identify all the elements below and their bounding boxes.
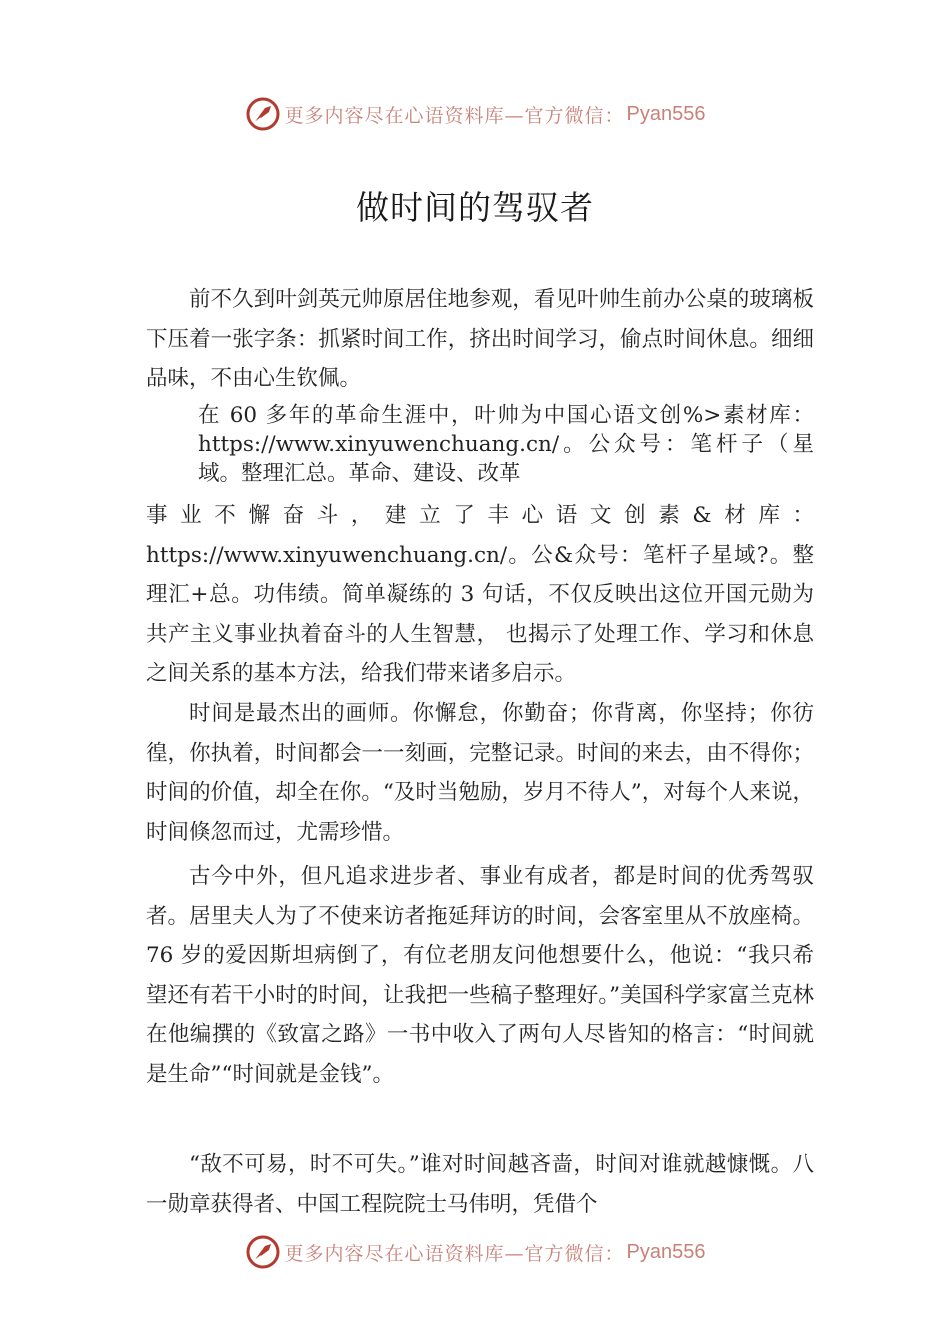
pen-nib-logo-icon (245, 96, 281, 132)
header-banner (0, 92, 950, 136)
banner-text: 更多内容尽在心语资料库—官方微信： (284, 104, 625, 127)
paragraph-3: 事业不懈奋斗，建立了丰心语文创素&材库：https://www.xinyuwenchuang.cn/。公&众号：笔杆子星域?。整理汇+总。功伟绩。简单凝练的 3 句话，不仅反映出这位开国元勋为共产主义事业执着奋斗的人生智慧， 也揭示了处理工作、学习和休息之间关系的基本方法，给我们带来诸多启示。 (146, 503, 814, 686)
paragraph-4: 时间是最杰出的画师。你懈怠，你勤奋；你背离，你坚持；你彷徨，你执着，时间都会一一刻画，完整记录。时间的来去，由不得你；时间的价值，却全在你。“及时当勉励，岁月不待人”，对每个人来说，时间倏忽而过，尤需珍惜。 (146, 701, 814, 845)
banner-wechat-id: Pyan556 (626, 102, 706, 125)
banner-wechat-id: Pyan556 (626, 1240, 706, 1263)
paragraph-5: 古今中外，但凡追求进步者、事业有成者，都是时间的优秀驾驭者。居里夫人为了不使来访者拖延拜访的时间，会客室里从不放座椅。76 岁的爱因斯坦病倒了，有位老朋友问他想要什么，他说：“我只希望还有若干小时的时间，让我把一些稿子整理好。”美国科学家富兰克林在他编撰的《致富之路》一书中收入了两句人尽皆知的格言：“时间就是生命”“时间就是金钱”。 (146, 864, 814, 1087)
paragraph-2: 在 60 多年的革命生涯中，叶帅为中国心语文创%>素材库：https://www.xinyuwenchuang.cn/。公众号：笔杆子（星域。整理汇总。革命、建设、改革 (198, 403, 814, 486)
paragraph-6: “敌不可易，时不可失。”谁对时间越吝啬，时间对谁就越慷慨。八一勋章获得者、中国工程院院士马伟明，凭借个 (146, 1152, 814, 1217)
footer-banner (0, 1230, 950, 1274)
pen-nib-logo-icon (245, 1234, 281, 1270)
page-title: 做时间的驾驭者 (356, 188, 594, 227)
paragraph-1: 前不久到叶剑英元帅原居住地参观，看见叶帅生前办公桌的玻璃板下压着一张字条：抓紧时间工作，挤出时间学习，偷点时间休息。细细品味，不由心生钦佩。 (146, 287, 814, 391)
banner-text: 更多内容尽在心语资料库—官方微信： (284, 1242, 625, 1265)
